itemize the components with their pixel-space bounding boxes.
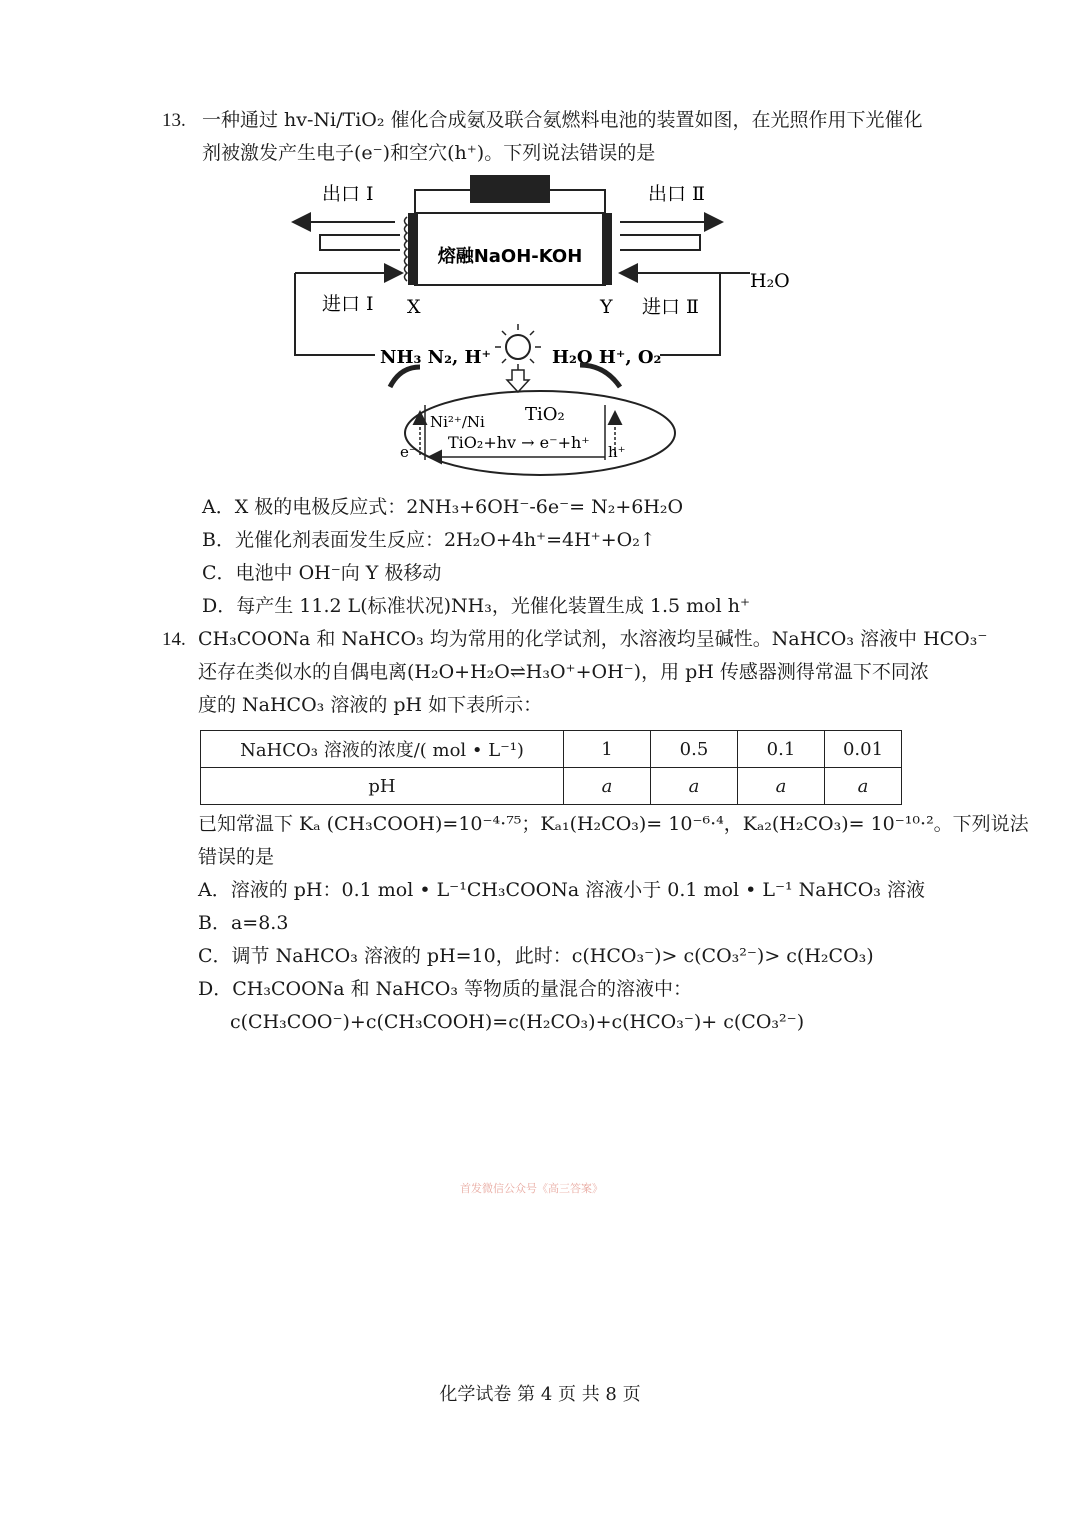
- h2o-inlet-label: H₂O: [750, 270, 790, 292]
- light-source-icon: [506, 335, 530, 359]
- q14-option-c: C．调节 NaHCO₃ 溶液的 pH=10，此时：c(HCO₃⁻)> c(CO₃²⁻)> c(H₂CO₃): [198, 945, 874, 967]
- q14-known-line1: 已知常温下 Kₐ (CH₃COOH)=10⁻⁴·⁷⁵；Kₐ₁(H₂CO₃)= 10⁻⁶·⁴，Kₐ₂(H₂CO₃)= 10⁻¹⁰·²。下列说法: [198, 813, 1029, 835]
- outlet1-label: 出口 Ⅰ: [322, 183, 374, 205]
- table-row: [201, 731, 902, 768]
- down-arrow-icon: [507, 370, 529, 392]
- load-resistor: [470, 175, 550, 203]
- q14-option-a: A．溶液的 pH：0.1 mol • L⁻¹CH₃COONa 溶液小于 0.1 mol • L⁻¹ NaHCO₃ 溶液: [198, 879, 925, 901]
- q13-stem-line1: 一种通过 hv-Ni/TiO₂ 催化合成氨及联合氨燃料电池的装置如图，在光照作用下光催化: [202, 109, 923, 131]
- table-cell: a: [564, 768, 651, 805]
- right-channel: [620, 235, 700, 250]
- q13-option-c: C．电池中 OH⁻向 Y 极移动: [202, 562, 442, 584]
- fuel-cell-diagram: [280, 165, 800, 485]
- reaction-label: TiO₂+hv → e⁻+h⁺: [448, 433, 590, 452]
- left-species-label: NH₃ N₂, H⁺: [380, 347, 491, 368]
- q14-number: 14.: [162, 629, 186, 650]
- q14-stem-line2: 还存在类似水的自偶电离(H₂O+H₂O⇌H₃O⁺+OH⁻)，用 pH 传感器测得常温下不同浓: [198, 661, 929, 683]
- hole-label: h⁺: [608, 443, 626, 461]
- q14-option-d-equation: c(CH₃COO⁻)+c(CH₃COOH)=c(H₂CO₃)+c(HCO₃⁻)+ c(CO₃²⁻): [230, 1011, 805, 1033]
- q14-known-line2: 错误的是: [198, 846, 275, 868]
- electrode-y-plate: [602, 213, 612, 285]
- ph-table: [200, 730, 902, 805]
- q13-option-b: B．光催化剂表面发生反应：2H₂O+4h⁺=4H⁺+O₂↑: [202, 529, 656, 551]
- electrolyte-label: 熔融NaOH-KOH: [437, 246, 583, 267]
- table-cell: 1: [564, 731, 651, 768]
- electrode-x-label: X: [407, 296, 421, 318]
- q14-option-d: D．CH₃COONa 和 NaHCO₃ 等物质的量混合的溶液中：: [198, 978, 692, 1000]
- table-cell: a: [651, 768, 738, 805]
- outlet2-label: 出口 Ⅱ: [648, 183, 705, 205]
- table-cell: 0.5: [651, 731, 738, 768]
- table-row-label: pH: [201, 768, 564, 805]
- left-curve-arrow: [390, 367, 420, 387]
- ni-label: Ni²⁺/Ni: [430, 413, 485, 431]
- q14-stem-line3: 度的 NaHCO₃ 溶液的 pH 如下表所示：: [198, 694, 543, 716]
- right-species-label: H₂O H⁺, O₂: [552, 347, 662, 368]
- q14-stem-line1: CH₃COONa 和 NaHCO₃ 均为常用的化学试剂，水溶液均呈碱性。NaHCO₃ 溶液中 HCO₃⁻: [198, 628, 988, 650]
- q13-option-a: A．X 极的电极反应式：2NH₃+6OH⁻-6e⁻= N₂+6H₂O: [202, 496, 684, 518]
- electron-label: e⁻: [400, 443, 417, 461]
- watermark: 首发微信公众号《高三答案》: [460, 1182, 603, 1195]
- electrode-x-plate: [408, 213, 418, 285]
- tio2-label: TiO₂: [525, 404, 565, 425]
- table-cell: 0.1: [738, 731, 825, 768]
- table-cell: a: [825, 768, 902, 805]
- electrode-y-label: Y: [600, 296, 613, 318]
- inlet1-label: 进口 Ⅰ: [322, 293, 374, 315]
- page-footer: 化学试卷 第 4 页 共 8 页: [439, 1384, 641, 1405]
- table-header-label: NaHCO₃ 溶液的浓度/( mol • L⁻¹): [201, 731, 564, 768]
- right-curve-arrow: [580, 365, 620, 387]
- table-cell: 0.01: [825, 731, 902, 768]
- left-channel: [320, 235, 400, 250]
- q14-option-b: B．a=8.3: [198, 912, 289, 934]
- q13-option-d: D．每产生 11.2 L(标准状况)NH₃，光催化装置生成 1.5 mol h⁺: [202, 595, 751, 617]
- table-cell: a: [738, 768, 825, 805]
- q13-number: 13.: [162, 110, 186, 131]
- q13-stem-line2: 剂被激发产生电子(e⁻)和空穴(h⁺)。下列说法错误的是: [202, 142, 656, 164]
- inlet2-label: 进口 Ⅱ: [642, 296, 699, 318]
- table-row: [201, 768, 902, 805]
- catalyst-coil: [405, 217, 408, 281]
